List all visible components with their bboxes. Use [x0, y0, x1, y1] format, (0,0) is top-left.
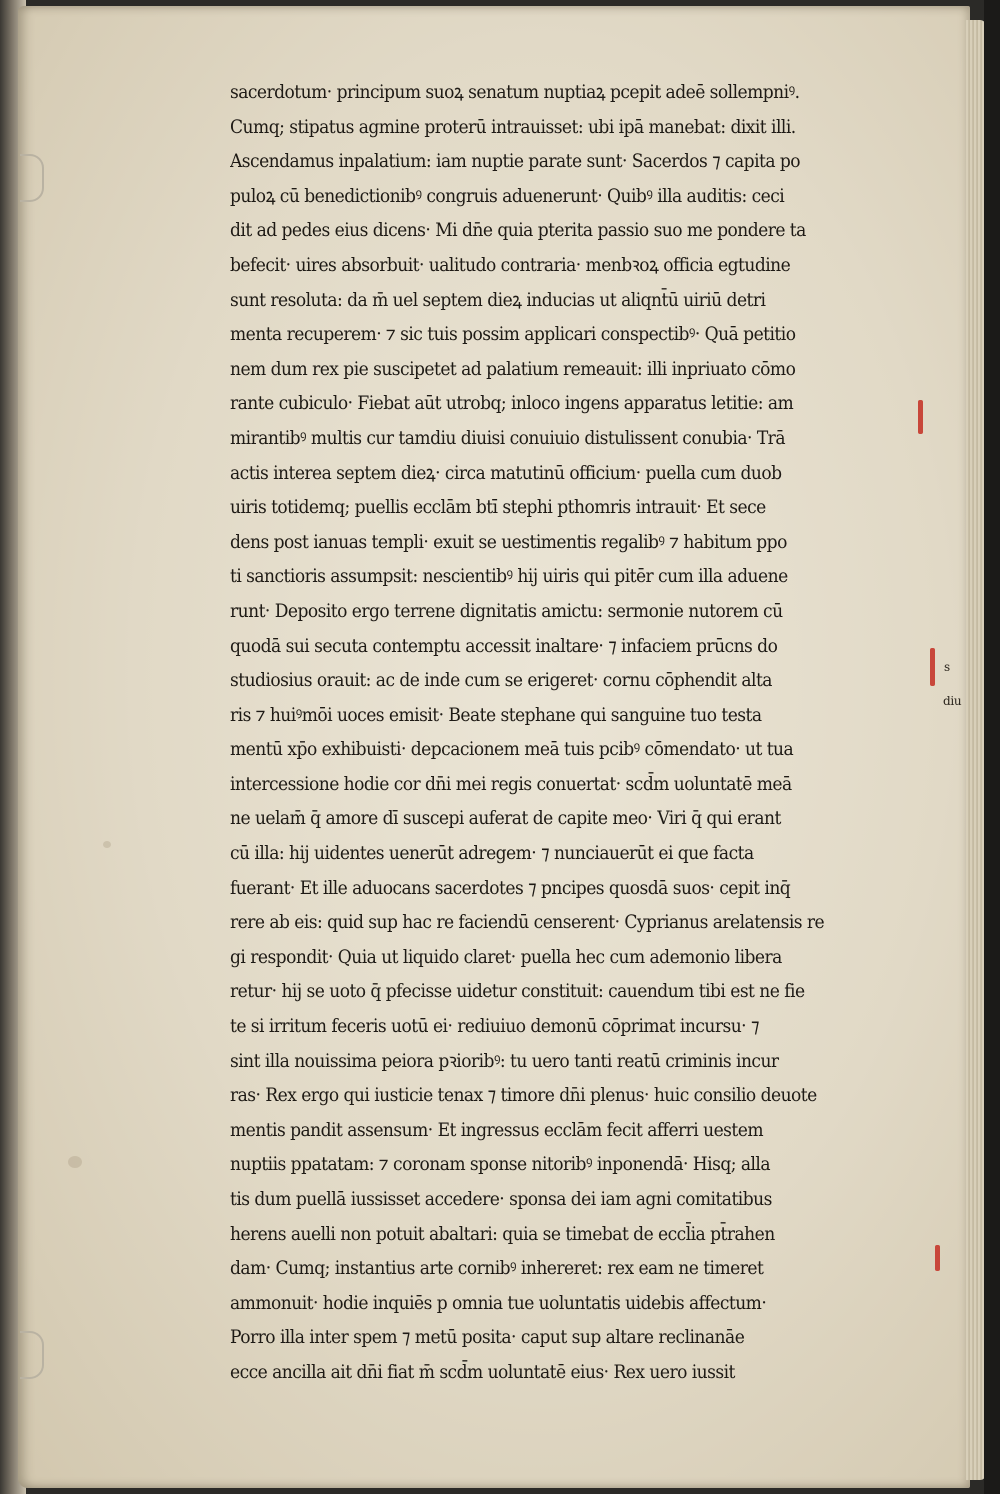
sewing-mark [20, 154, 44, 202]
book-binding-right [984, 0, 1000, 1494]
manuscript-text-block [230, 75, 946, 1390]
text-line: retur· hij se uoto q̄ pfecisse uidetur constituit: cauendum tibi est ne fie [230, 980, 805, 1003]
text-line: ne uelam̄ q̄ amore dī suscepi auferat de capite meo· Viri q̄ qui erant [230, 807, 781, 830]
page-edges [966, 20, 986, 1480]
sewing-mark [20, 1331, 44, 1379]
page-stain [68, 1156, 82, 1168]
margin-note: diu [943, 694, 962, 708]
text-line: ti sanctioris assumpsit: nescientibꝰ hij uiris qui pitēr cum illa aduene [230, 565, 788, 588]
text-line: befecit· uires absorbuit· ualitudo contraria· menbꝛoꝝ officia egtudine [230, 253, 791, 276]
text-line: actis interea septem dieꝝ· circa matutinū officium· puella cum duob [230, 461, 782, 484]
text-line: nem dum rex pie suscipetet ad palatium remeauit: illi inpriuato cōmo [230, 357, 796, 380]
margin-note: s [944, 660, 950, 674]
text-line: quodā sui secuta contemptu accessit inaltare· ⁊ infaciem prūcns do [230, 634, 778, 657]
text-line: intercessione hodie cor dn̄i mei regis conuertat· scd̄m uoluntatē meā [230, 772, 792, 795]
text-line: menta recuperem· ⁊ sic tuis possim applicari conspectibꝰ· Quā petitio [230, 323, 796, 346]
text-line: rante cubiculo· Fiebat aūt utrobq; inloco ingens apparatus letitie: am [230, 392, 794, 415]
text-line: ammonuit· hodie inquiēs p omnia tue uoluntatis uidebis affectum· [230, 1291, 767, 1314]
text-line: gi respondit· Quia ut liquido claret· puella hec cum ademonio libera [230, 945, 782, 968]
text-line: ecce ancilla ait dn̄i fiat m̄ scd̄m uoluntatē eius· Rex uero iussit [230, 1360, 735, 1383]
text-line: mentis pandit assensum· Et ingressus ecclām fecit afferri uestem [230, 1118, 763, 1141]
text-line: Ascendamus inpalatium: iam nuptie parate sunt· Sacerdos ⁊ capita po [230, 150, 801, 173]
text-line: mirantibꝰ multis cur tamdiu diuisi conuiuio distulissent conubia· Trā [230, 426, 785, 449]
text-line: uiris totidemq; puellis ecclām btī stephi pthomris intrauit· Et sece [230, 496, 766, 519]
rubric-mark [935, 1245, 940, 1271]
text-line: dens post ianuas templi· exuit se uestimentis regalibꝰ ⁊ habitum ppo [230, 530, 787, 553]
text-line: fuerant· Et ille aduocans sacerdotes ⁊ pncipes quosdā suos· cepit inq̄ [230, 876, 791, 899]
text-line: mentū xp̄o exhibuisti· depcacionem meā tuis pcibꝰ cōmendato· ut tua [230, 738, 794, 761]
text-line: sunt resoluta: da m̄ uel septem dieꝝ inducias ut aliqnt̄ū uiriū detri [230, 288, 766, 311]
text-line: puloꝝ cū benedictionibꝰ congruis aduenerunt· Quibꝰ illa auditis: ceci [230, 184, 785, 207]
text-line: Cumq; stipatus agmine proterū intrauisset: ubi ipā manebat: dixit illi. [230, 115, 796, 138]
text-line: tis dum puellā iussisset accedere· sponsa dei iam agni comitatibus [230, 1188, 772, 1210]
text-line: te si irritum feceris uotū ei· rediuiuo demonū cōprimat incursu· ⁊ [230, 1015, 759, 1038]
text-line: nuptiis ppatatam: ⁊ coronam sponse nitoribꝰ inponendā· Hisq; alla [230, 1153, 771, 1176]
text-line: sacerdotum· principum suoꝝ senatum nuptiaꝝ pcepit adeē sollempniꝰ. [230, 81, 800, 103]
text-line: Porro illa inter spem ⁊ metū posita· caput sup altare reclinanāe [230, 1326, 745, 1349]
text-line: rere ab eis: quid sup hac re faciendū censerent· Cyprianus arelatensis re [230, 911, 825, 934]
text-line: herens auelli non potuit abaltari: quia se timebat de eccl̄ia pt̄rahen [230, 1222, 775, 1245]
text-line: ris ⁊ huiꝰmōi uoces emisit· Beate stephane qui sanguine tuo testa [230, 703, 762, 726]
text-line: runt· Deposito ergo terrene dignitatis amictu: sermonie nutorem cū [230, 599, 783, 622]
text-line: studiosius orauit: ac de inde cum se erigeret· cornu cōphendit alta [230, 669, 772, 692]
text-line: cū illa: hij uidentes uenerūt adregem· ⁊ nunciauerūt ei que facta [230, 842, 754, 865]
page-stain [103, 841, 111, 848]
text-line: sint illa nouissima peiora pꝛioribꝰ: tu uero tanti reatū criminis incur [230, 1049, 779, 1072]
rubric-mark [918, 400, 923, 434]
text-line: ras· Rex ergo qui iusticie tenax ⁊ timore dn̄i plenus· huic consilio deuote [230, 1084, 817, 1107]
rubric-mark [930, 648, 935, 686]
text-line: dit ad pedes eius dicens· Mi dn̄e quia pterita passio suo me pondere ta [230, 219, 806, 242]
text-line: dam· Cumq; instantius arte cornibꝰ inhereret: rex eam ne timeret [230, 1257, 764, 1280]
